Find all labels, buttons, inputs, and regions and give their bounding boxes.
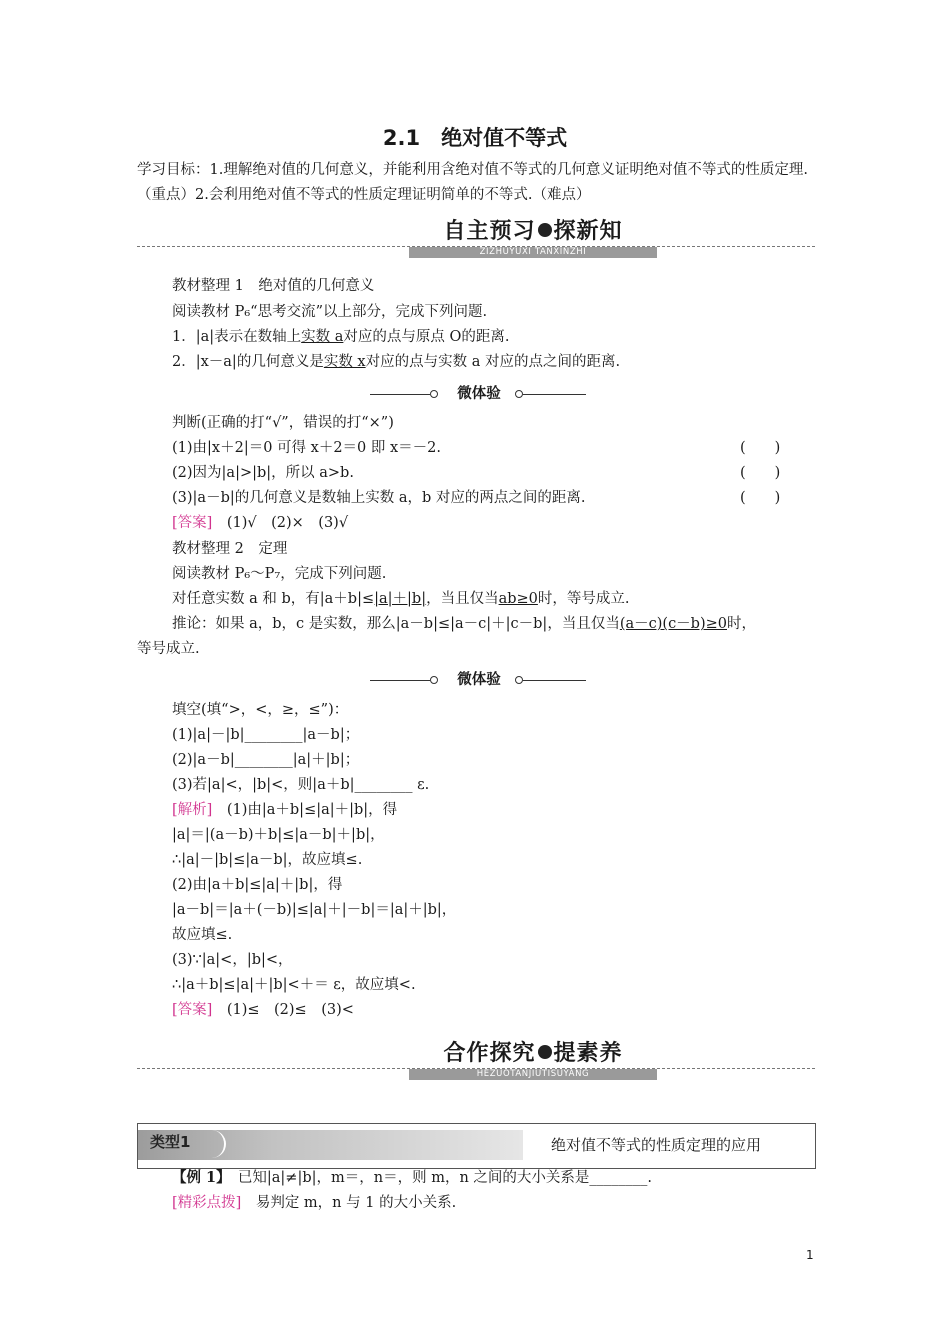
- list-item: 1．|a|表示在数轴上实数 a对应的点与原点 O的距离.: [172, 329, 510, 345]
- answer-blank: ( ): [740, 490, 781, 506]
- type-header: [137, 1123, 816, 1169]
- solution-line: [解析] (1)由|a＋b|≤|a|＋|b|，得: [172, 802, 398, 818]
- solution-line: 故应填≤.: [172, 927, 233, 943]
- banner-pinyin: ZIZHUYUXI TANXINZHI: [409, 247, 657, 258]
- solution-line: |a－b|＝|a＋(－b)|≤|a|＋|－b|＝|a|＋|b|，: [172, 902, 457, 918]
- bullet-icon: [538, 223, 552, 237]
- section-heading: 教材整理 2 定理: [172, 541, 288, 557]
- judge-item: (1)由|x＋2|＝0 可得 x＋2＝0 即 x＝－2.: [172, 440, 442, 456]
- answer-tag: [答案]: [172, 515, 213, 531]
- page-number: 1: [806, 1248, 814, 1262]
- reading-instruction: 阅读教材 P₆“思考交流”以上部分，完成下列问题.: [172, 304, 488, 320]
- hint-line: [精彩点拨] 易判定 m，n 与 1 的大小关系.: [172, 1195, 457, 1211]
- theorem-text: 对任意实数 a 和 b，有|a＋b|≤|a|＋|b|，当且仅当ab≥0时，等号成立.: [172, 591, 630, 607]
- answer-blank: ( ): [740, 440, 781, 456]
- answer-line: [答案] (1)√ (2)× (3)√: [172, 515, 349, 531]
- answer-blank: ( ): [740, 465, 781, 481]
- answer-tag: [答案]: [172, 1002, 213, 1018]
- answer-line: [答案] (1)≤ (2)≤ (3)<: [172, 1002, 354, 1018]
- page-title: 2.1 绝对值不等式: [382, 126, 568, 150]
- banner-pinyin: HEZUOTANJIUTISUYANG: [409, 1069, 657, 1080]
- solution-line: ∴|a|－|b|≤|a－b|，故应填≤.: [172, 852, 363, 868]
- solution-line: (2)由|a＋b|≤|a|＋|b|，得: [172, 877, 343, 893]
- solution-line: |a|＝|(a－b)＋b|≤|a－b|＋|b|，: [172, 827, 385, 843]
- judge-item: (3)|a－b|的几何意义是数轴上实数 a，b 对应的两点之间的距离.: [172, 490, 586, 506]
- banner-title: 合作探究 提素养: [409, 1040, 657, 1068]
- judge-prompt: 判断(正确的打“√”，错误的打“×”): [172, 415, 394, 431]
- bullet-icon: [538, 1045, 552, 1059]
- micro-experience-divider: 微体验: [370, 670, 586, 690]
- hint-tag: [精彩点拨]: [172, 1195, 242, 1211]
- list-item: 2．|x－a|的几何意义是实数 x对应的点与实数 a 对应的点之间的距离.: [172, 354, 621, 370]
- type-title: 绝对值不等式的性质定理的应用: [551, 1136, 762, 1154]
- learning-goals: 学习目标：1.理解绝对值的几何意义，并能利用含绝对值不等式的几何意义证明绝对值不等式的性质定理.（重点）2.会利用绝对值不等式的性质定理证明简单的不等式.（难点）: [137, 162, 808, 203]
- micro-experience-divider: 微体验: [370, 384, 586, 404]
- solution-line: ∴|a＋b|≤|a|＋|b|<＋＝ ε，故应填<.: [172, 977, 416, 993]
- section-banner-explore: [137, 1036, 815, 1080]
- reading-instruction: 阅读教材 P₆～P₇，完成下列问题.: [172, 566, 387, 582]
- corollary-text: 推论：如果 a，b，c 是实数，那么|a－b|≤|a－c|＋|c－b|，当且仅当(a－c)(c－b)≥0时，: [172, 616, 756, 632]
- type-label-bar: [138, 1130, 523, 1160]
- section-heading: 教材整理 1 绝对值的几何意义: [172, 278, 375, 294]
- fill-item: (3)若|a|<，|b|<，则|a＋b|________ ε.: [172, 777, 430, 793]
- fill-item: (1)|a|－|b|________|a－b|；: [172, 727, 360, 743]
- corollary-continued: 等号成立.: [137, 641, 200, 657]
- example-line: 【例 1】 已知|a|≠|b|，m＝，n＝，则 m，n 之间的大小关系是________.: [172, 1169, 653, 1186]
- judge-item: (2)因为|a|>|b|，所以 a>b.: [172, 465, 354, 481]
- fill-prompt: 填空(填“>，<，≥，≤”)：: [172, 702, 349, 718]
- banner-title: 自主预习 探新知: [409, 218, 657, 246]
- solution-tag: [解析]: [172, 802, 213, 818]
- type-label: 类型1: [150, 1133, 191, 1151]
- solution-line: (3)∵|a|<，|b|<，: [172, 952, 293, 968]
- section-banner-preview: [137, 214, 815, 258]
- example-tag: 【例 1】: [172, 1169, 224, 1186]
- fill-item: (2)|a－b|________|a|＋|b|；: [172, 752, 360, 768]
